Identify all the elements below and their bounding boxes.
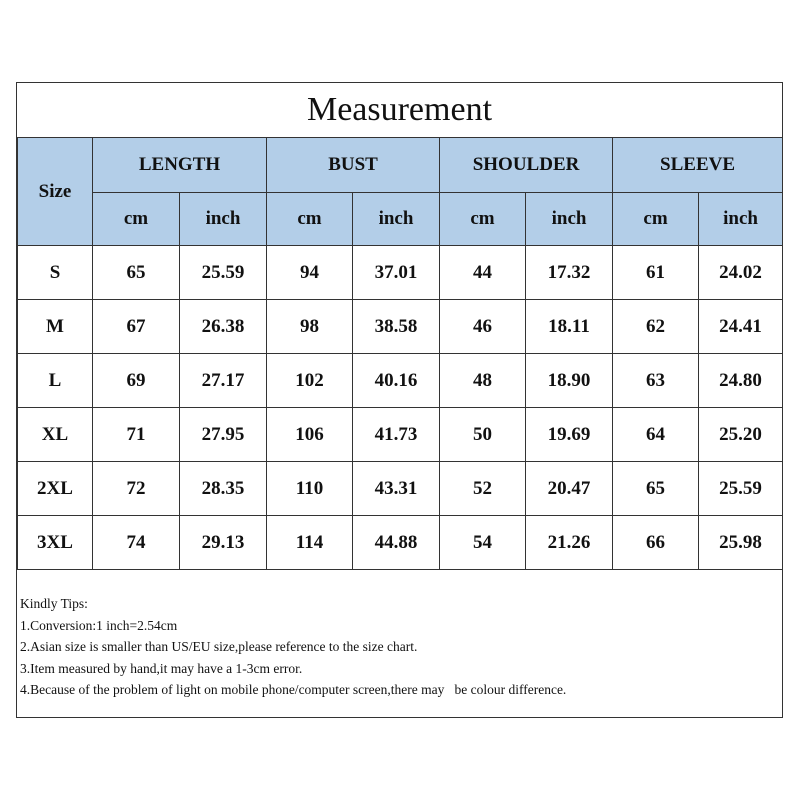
measurement-cell: 98	[267, 300, 353, 354]
measurement-cell: 69	[93, 354, 180, 408]
group-header-bust: BUST	[267, 138, 440, 193]
unit-header: inch	[353, 193, 440, 246]
header-row-groups	[18, 138, 783, 193]
unit-header: inch	[699, 193, 783, 246]
unit-header: cm	[93, 193, 180, 246]
measurement-cell: 41.73	[353, 408, 440, 462]
measurement-cell: 24.02	[699, 246, 783, 300]
tip-item: 3.Item measured by hand,it may have a 1-3cm error.	[20, 660, 303, 676]
unit-header: cm	[267, 193, 353, 246]
unit-header: cm	[613, 193, 699, 246]
measurement-cell: 71	[93, 408, 180, 462]
measurement-cell: 29.13	[180, 516, 267, 570]
measurement-cell: 64	[613, 408, 699, 462]
measurement-cell: 74	[93, 516, 180, 570]
measurement-cell: 28.35	[180, 462, 267, 516]
measurement-chart	[16, 82, 783, 718]
size-cell: L	[18, 354, 93, 408]
measurement-cell: 44	[440, 246, 526, 300]
measurement-cell: 17.32	[526, 246, 613, 300]
measurement-cell: 26.38	[180, 300, 267, 354]
table-row	[18, 354, 783, 408]
measurement-cell: 18.90	[526, 354, 613, 408]
measurement-cell: 67	[93, 300, 180, 354]
measurement-cell: 72	[93, 462, 180, 516]
measurement-cell: 25.59	[180, 246, 267, 300]
measurement-cell: 46	[440, 300, 526, 354]
measurement-cell: 110	[267, 462, 353, 516]
tip-item: 4.Because of the problem of light on mobile phone/computer screen,there may be colour difference.	[20, 682, 567, 698]
measurement-cell: 52	[440, 462, 526, 516]
unit-header: inch	[526, 193, 613, 246]
size-cell: 2XL	[18, 462, 93, 516]
measurement-cell: 65	[93, 246, 180, 300]
measurement-cell: 21.26	[526, 516, 613, 570]
measurement-cell: 18.11	[526, 300, 613, 354]
unit-header: inch	[180, 193, 267, 246]
size-table	[17, 137, 783, 570]
tips-section	[20, 593, 566, 701]
measurement-cell: 62	[613, 300, 699, 354]
table-row	[18, 462, 783, 516]
tip-item: 1.Conversion:1 inch=2.54cm	[20, 617, 178, 633]
measurement-cell: 25.98	[699, 516, 783, 570]
measurement-cell: 27.95	[180, 408, 267, 462]
measurement-cell: 20.47	[526, 462, 613, 516]
group-header-length: LENGTH	[93, 138, 267, 193]
measurement-cell: 61	[613, 246, 699, 300]
measurement-cell: 37.01	[353, 246, 440, 300]
measurement-cell: 27.17	[180, 354, 267, 408]
measurement-cell: 40.16	[353, 354, 440, 408]
measurement-cell: 43.31	[353, 462, 440, 516]
unit-header: cm	[440, 193, 526, 246]
page-title: Measurement	[306, 91, 493, 128]
tip-item: 2.Asian size is smaller than US/EU size,please reference to the size chart.	[20, 639, 418, 655]
size-column-header: Size	[18, 138, 93, 246]
measurement-cell: 106	[267, 408, 353, 462]
table-row	[18, 516, 783, 570]
size-cell: S	[18, 246, 93, 300]
measurement-cell: 114	[267, 516, 353, 570]
measurement-cell: 50	[440, 408, 526, 462]
size-cell: 3XL	[18, 516, 93, 570]
table-row	[18, 246, 783, 300]
measurement-cell: 25.59	[699, 462, 783, 516]
measurement-cell: 19.69	[526, 408, 613, 462]
measurement-cell: 54	[440, 516, 526, 570]
measurement-cell: 63	[613, 354, 699, 408]
size-cell: M	[18, 300, 93, 354]
measurement-cell: 44.88	[353, 516, 440, 570]
measurement-cell: 25.20	[699, 408, 783, 462]
table-row	[18, 408, 783, 462]
group-header-sleeve: SLEEVE	[613, 138, 783, 193]
measurement-cell: 48	[440, 354, 526, 408]
header-row-units	[18, 193, 783, 246]
size-cell: XL	[18, 408, 93, 462]
table-row	[18, 300, 783, 354]
measurement-cell: 38.58	[353, 300, 440, 354]
tips-heading: Kindly Tips:	[20, 596, 88, 611]
measurement-cell: 24.41	[699, 300, 783, 354]
group-header-shoulder: SHOULDER	[440, 138, 613, 193]
measurement-cell: 65	[613, 462, 699, 516]
measurement-cell: 94	[267, 246, 353, 300]
measurement-cell: 102	[267, 354, 353, 408]
measurement-cell: 66	[613, 516, 699, 570]
table-body	[18, 246, 783, 570]
measurement-cell: 24.80	[699, 354, 783, 408]
